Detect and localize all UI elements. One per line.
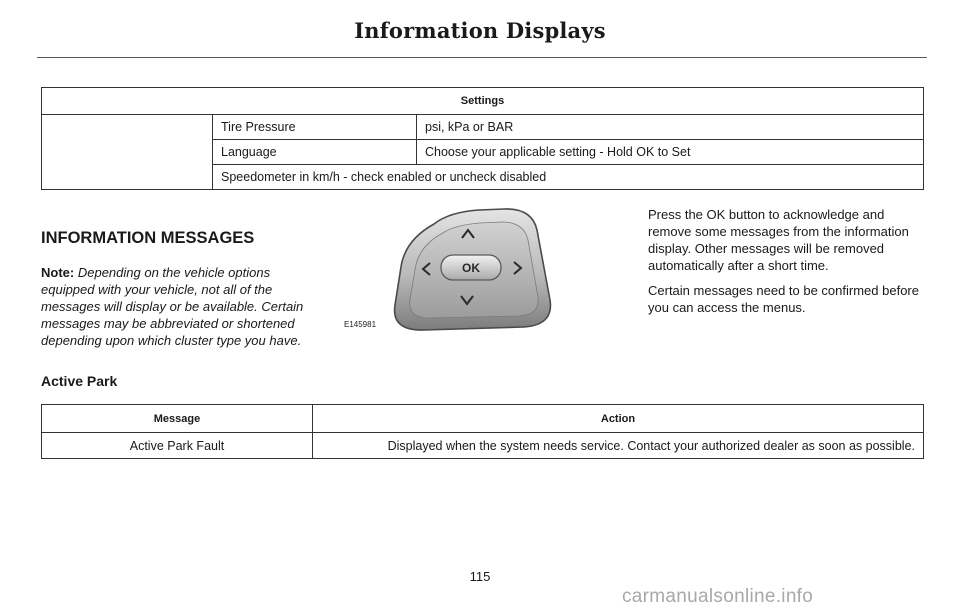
page-title: Information Displays [354, 18, 606, 43]
header-divider [37, 57, 927, 58]
action-cell: Displayed when the system needs service. Contact your authorized dealer as soon as possible. [313, 433, 924, 459]
intro-text [648, 206, 928, 324]
column-header: Message [42, 405, 313, 433]
setting-name: Language [213, 140, 417, 165]
watermark: carmanualsonline.info [622, 586, 814, 607]
sub-heading: Active Park [41, 373, 118, 389]
message-cell: Active Park Fault [42, 433, 313, 459]
column-header: Action [313, 405, 924, 433]
note-label: Note: [41, 265, 75, 280]
setting-name: Tire Pressure [213, 115, 417, 140]
settings-table-title: Settings [42, 88, 924, 115]
section-heading: INFORMATION MESSAGES [41, 229, 255, 247]
empty-cell [42, 115, 213, 190]
figure-caption: E145981 [344, 320, 377, 329]
speedometer-setting: Speedometer in km/h - check enabled or uncheck disabled [213, 165, 924, 190]
ok-label: OK [462, 261, 480, 275]
settings-table [41, 87, 924, 190]
active-park-table [41, 404, 924, 459]
setting-value: psi, kPa or BAR [417, 115, 924, 140]
note [41, 264, 316, 349]
paragraph: Certain messages need to be confirmed before you can access the menus. [648, 283, 919, 315]
table-row [42, 433, 924, 459]
table-row [42, 115, 924, 140]
steering-wheel-control-figure [344, 200, 609, 340]
setting-value: Choose your applicable setting - Hold OK to Set [417, 140, 924, 165]
note-text: Depending on the vehicle options equipped with your vehicle, not all of the messages will display or be available. Certain messages may be abbreviated or shortened depending upon which cluster type you have. [41, 265, 304, 348]
page-number: 115 [469, 569, 491, 584]
steering-control-illustration [344, 200, 609, 340]
paragraph: Press the OK button to acknowledge and remove some messages from the information display. Other messages will be removed automatically after a short time. [648, 207, 909, 273]
table-header-row [42, 405, 924, 433]
